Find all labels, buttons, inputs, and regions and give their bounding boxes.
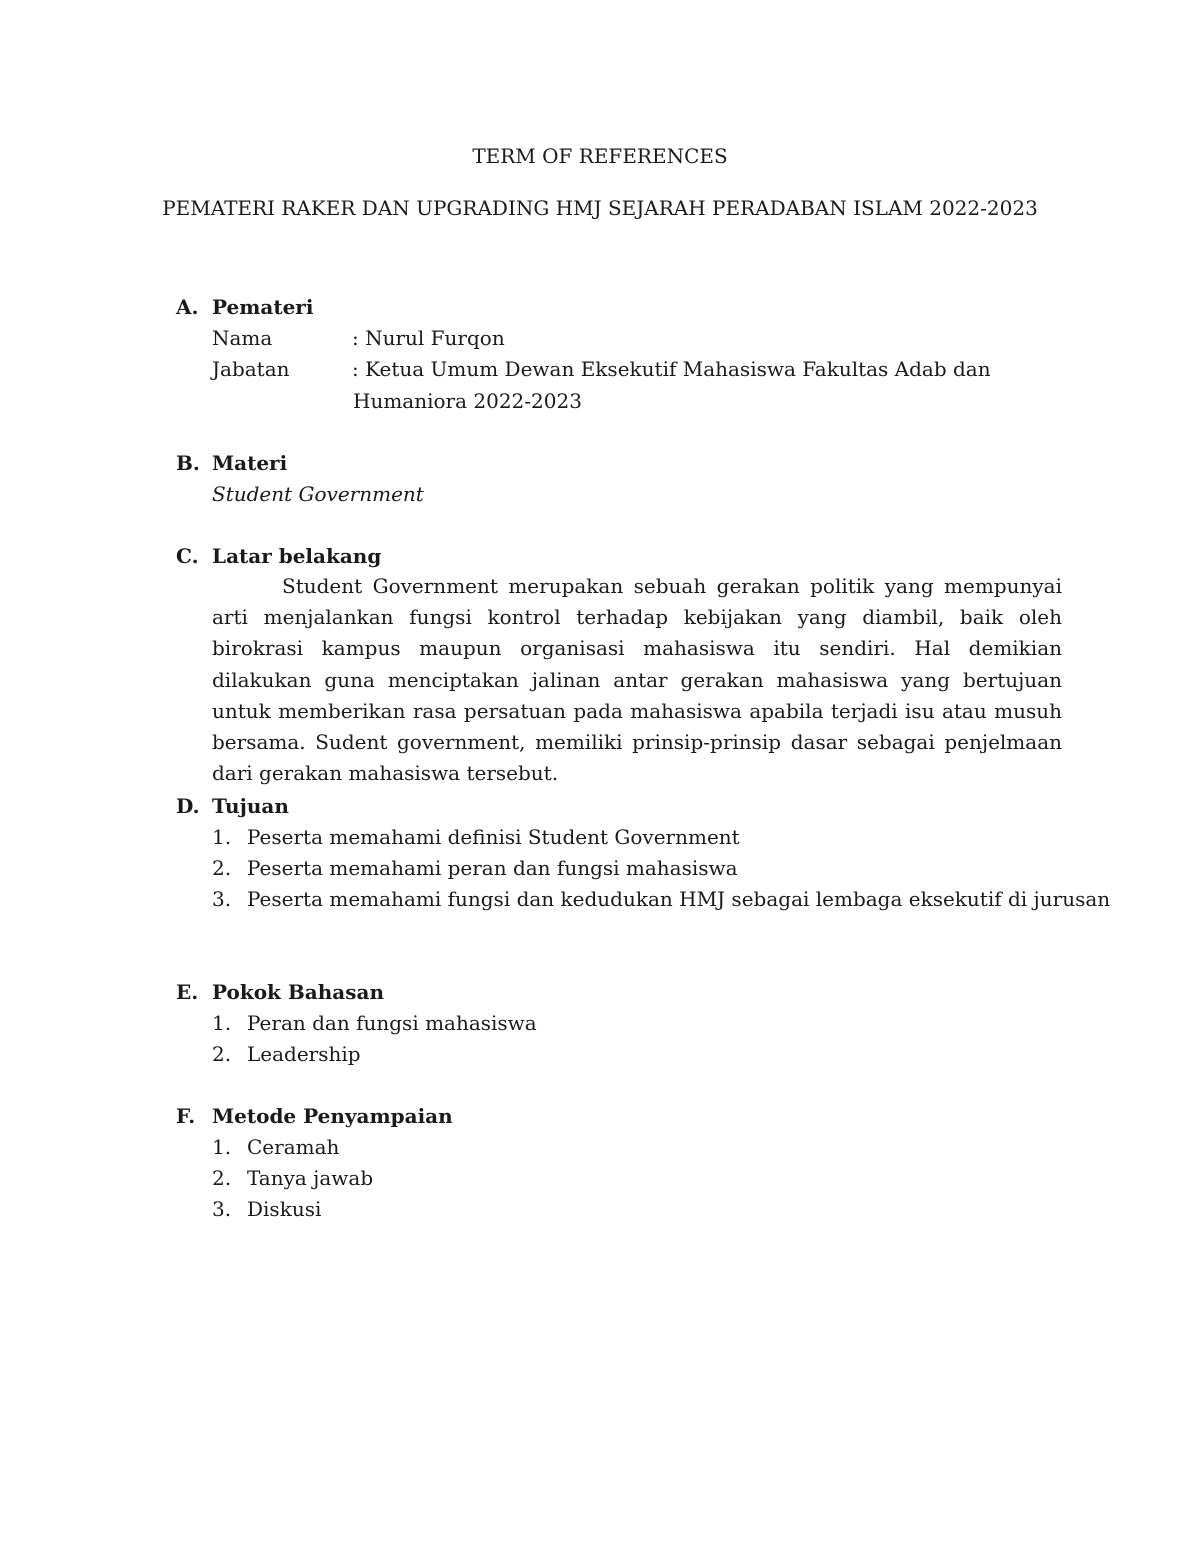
section-d-letter: D.: [176, 794, 200, 818]
latar-belakang-text: Student Government merupakan sebuah gerakan politik yang mempunyai arti menjalankan fungsi kontrol terhadap kebijakan yang diambil, baik oleh birokrasi kampus maupun organisasi mahasiswa itu sendiri. Hal demikian dilakukan guna menciptakan jalinan antar gerakan mahasiswa yang bertujuan untuk memberikan rasa persatuan pada mahasiswa apabila terjadi isu atau musuh bersama. Sudent government, memiliki prinsip-prinsip dasar sebagai penjelmaan dari gerakan mahasiswa tersebut.: [212, 574, 1062, 786]
list-item: Tanya jawab: [247, 1166, 374, 1190]
list-item-number: 2.: [212, 1166, 232, 1190]
jabatan-value-line1: : Ketua Umum Dewan Eksekutif Mahasiswa Fakultas Adab dan: [352, 357, 991, 381]
section-b-letter: B.: [176, 451, 200, 475]
document-subtitle: PEMATERI RAKER DAN UPGRADING HMJ SEJARAH PERADABAN ISLAM 2022-2023: [162, 196, 1038, 220]
section-a-heading: Pemateri: [212, 295, 314, 319]
list-item-number: 2.: [212, 856, 232, 880]
list-item: Peserta memahami fungsi dan kedudukan HMJ sebagai lembaga eksekutif di jurusan: [247, 887, 1111, 911]
latar-belakang-paragraph: [212, 571, 1062, 789]
section-c-letter: C.: [176, 544, 199, 568]
list-item-number: 1.: [212, 1135, 232, 1159]
section-d-heading: Tujuan: [212, 794, 289, 818]
list-item: Leadership: [247, 1042, 361, 1066]
jabatan-value-line2: Humaniora 2022-2023: [353, 389, 582, 413]
section-c-heading: Latar belakang: [212, 544, 382, 568]
list-item: Peran dan fungsi mahasiswa: [247, 1011, 537, 1035]
section-f-letter: F.: [176, 1104, 196, 1128]
section-e-letter: E.: [176, 980, 199, 1004]
jabatan-label: Jabatan: [212, 357, 290, 381]
list-item-number: 3.: [212, 1197, 232, 1221]
section-f-heading: Metode Penyampaian: [212, 1104, 453, 1128]
nama-value: : Nurul Furqon: [352, 326, 505, 350]
nama-label: Nama: [212, 326, 273, 350]
list-item-number: 1.: [212, 825, 232, 849]
section-e-heading: Pokok Bahasan: [212, 980, 384, 1004]
list-item: Peserta memahami peran dan fungsi mahasiswa: [247, 856, 738, 880]
list-item: Peserta memahami definisi Student Government: [247, 825, 740, 849]
document-title: TERM OF REFERENCES: [472, 144, 728, 168]
list-item-number: 3.: [212, 887, 232, 911]
list-item-number: 2.: [212, 1042, 232, 1066]
materi-topic: Student Government: [212, 482, 424, 506]
list-item: Ceramah: [247, 1135, 340, 1159]
list-item: Diskusi: [247, 1197, 322, 1221]
section-a-letter: A.: [176, 295, 199, 319]
list-item-number: 1.: [212, 1011, 232, 1035]
section-b-heading: Materi: [212, 451, 288, 475]
